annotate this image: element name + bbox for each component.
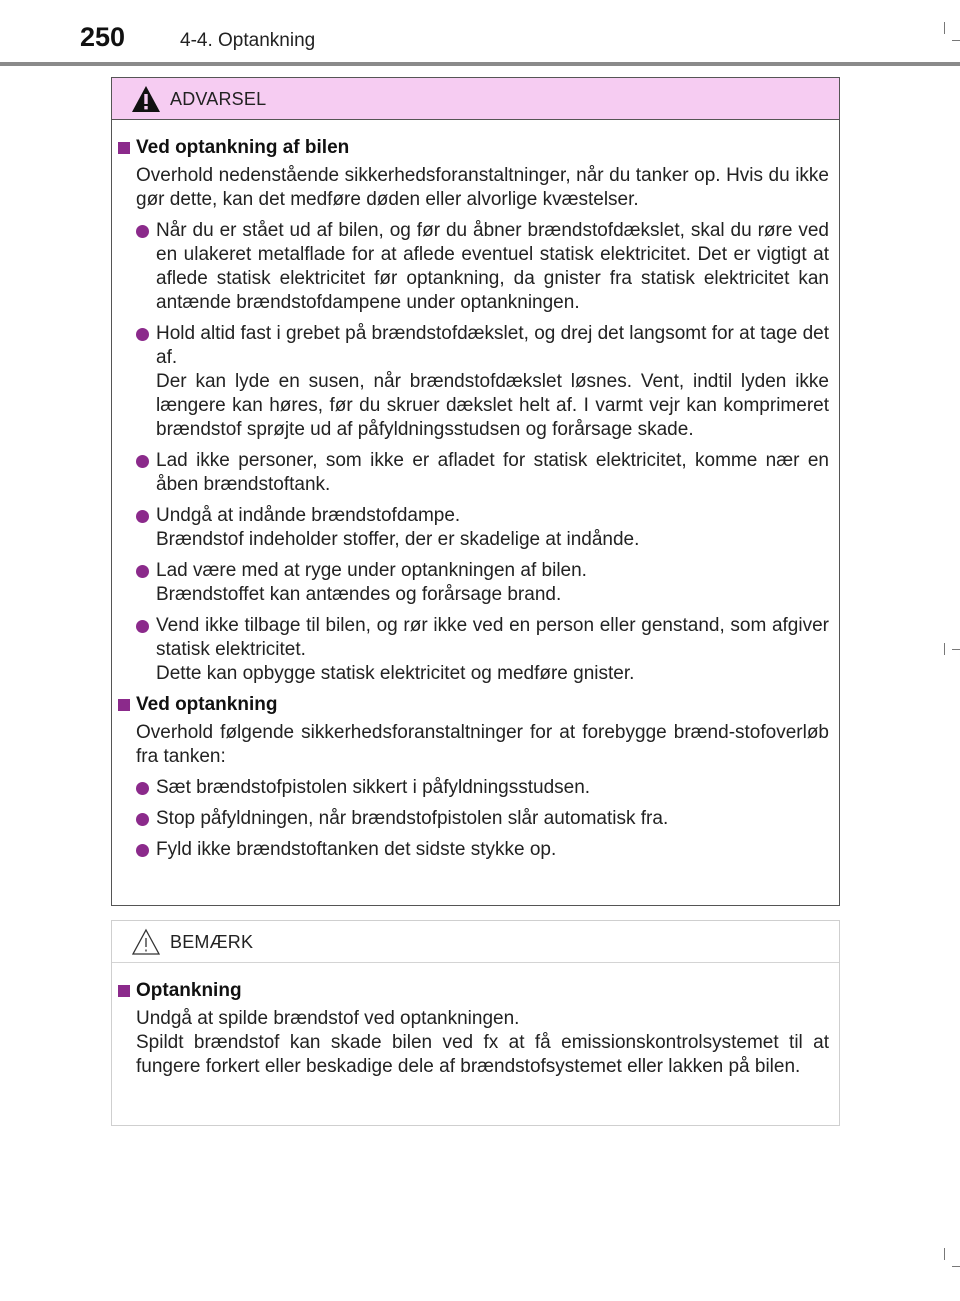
list-item: Når du er stået ud af bilen, og før du åbner brændstofdækslet, skal du røre ved en ulakeret metalflade for at aflede eventuel statisk elektricitet. Det er vigtigt at aflede statisk elektricitet før optankning, da gnister fra statisk elektricitet kan antænde brændstofdampene under optankningen. xyxy=(136,219,829,315)
header-rule xyxy=(0,62,960,66)
square-bullet-icon xyxy=(118,142,130,154)
section-title: 4-4. Optankning xyxy=(180,30,316,51)
note-body xyxy=(112,963,839,1079)
section-intro: Overhold nedenstående sikkerhedsforanstaltninger, når du tanker op. Hvis du ikke gør dette, kan det medføre døden eller alvorlige kvæstelser. xyxy=(136,165,829,210)
section-heading: Optankning xyxy=(118,979,829,1003)
round-bullet-icon xyxy=(136,813,149,826)
list-item: Undgå at indånde brændstofdampe. Brændstof indeholder stoffer, der er skadelige at indånde. xyxy=(136,504,829,552)
round-bullet-icon xyxy=(136,510,149,523)
warning-triangle-icon xyxy=(130,84,162,114)
round-bullet-icon xyxy=(136,565,149,578)
section-intro: Overhold følgende sikkerhedsforanstaltninger for at forebygge brænd-stofoverløb fra tanken: xyxy=(136,722,829,767)
warning-header xyxy=(112,78,839,120)
list-item: Fyld ikke brændstoftanken det sidste stykke op. xyxy=(136,838,829,862)
page-number: 250 xyxy=(80,22,126,52)
note-section xyxy=(118,979,829,1079)
round-bullet-icon xyxy=(136,620,149,633)
crop-mark xyxy=(952,649,960,650)
warning-section xyxy=(118,136,829,686)
section-heading: Ved optankning xyxy=(118,693,829,717)
crop-mark xyxy=(952,40,960,41)
round-bullet-icon xyxy=(136,782,149,795)
note-label: BEMÆRK xyxy=(170,932,254,952)
square-bullet-icon xyxy=(118,699,130,711)
crop-mark xyxy=(944,22,945,34)
warning-body xyxy=(112,120,839,862)
list-item: Stop påfyldningen, når brændstofpistolen slår automatisk fra. xyxy=(136,807,829,831)
round-bullet-icon xyxy=(136,844,149,857)
warning-label: ADVARSEL xyxy=(170,89,267,109)
list-item: Lad ikke personer, som ikke er afladet for statisk elektricitet, komme nær en åben brændstoftank. xyxy=(136,449,829,497)
square-bullet-icon xyxy=(118,985,130,997)
section-heading: Ved optankning af bilen xyxy=(118,136,829,160)
warning-section xyxy=(118,693,829,862)
list-item: Vend ikke tilbage til bilen, og rør ikke ved en person eller genstand, som afgiver statisk elektricitet. Dette kan opbygge statisk elektricitet og medføre gnister. xyxy=(136,614,829,686)
note-box xyxy=(111,920,840,1126)
round-bullet-icon xyxy=(136,225,149,238)
warning-box xyxy=(111,77,840,906)
crop-mark xyxy=(952,1266,960,1267)
caution-outline-icon xyxy=(130,927,162,957)
list-item: Hold altid fast i grebet på brændstofdækslet, og drej det langsomt for at tage det af. Der kan lyde en susen, når brændstofdækslet løsnes. Vent, indtil lyden ikke længere kan høres, før du skruer dækslet helt af. I varmt vejr kan komprimeret brændstof sprøjte ud af påfyldningsstudsen og forårsage skade. xyxy=(136,322,829,442)
crop-mark xyxy=(944,643,945,655)
list-item: Lad være med at ryge under optankningen af bilen. Brændstoffet kan antændes og forårsage brand. xyxy=(136,559,829,607)
note-header xyxy=(112,921,839,963)
round-bullet-icon xyxy=(136,455,149,468)
list-item: Sæt brændstofpistolen sikkert i påfyldningsstudsen. xyxy=(136,776,829,800)
round-bullet-icon xyxy=(136,328,149,341)
crop-mark xyxy=(944,1248,945,1260)
note-text: Undgå at spilde brændstof ved optankningen. Spildt brændstof kan skade bilen ved fx at få emissionskontrolsystemet til at fungere forkert eller beskadige dele af brændstofsystemet eller lakken på bilen. xyxy=(136,1008,829,1077)
